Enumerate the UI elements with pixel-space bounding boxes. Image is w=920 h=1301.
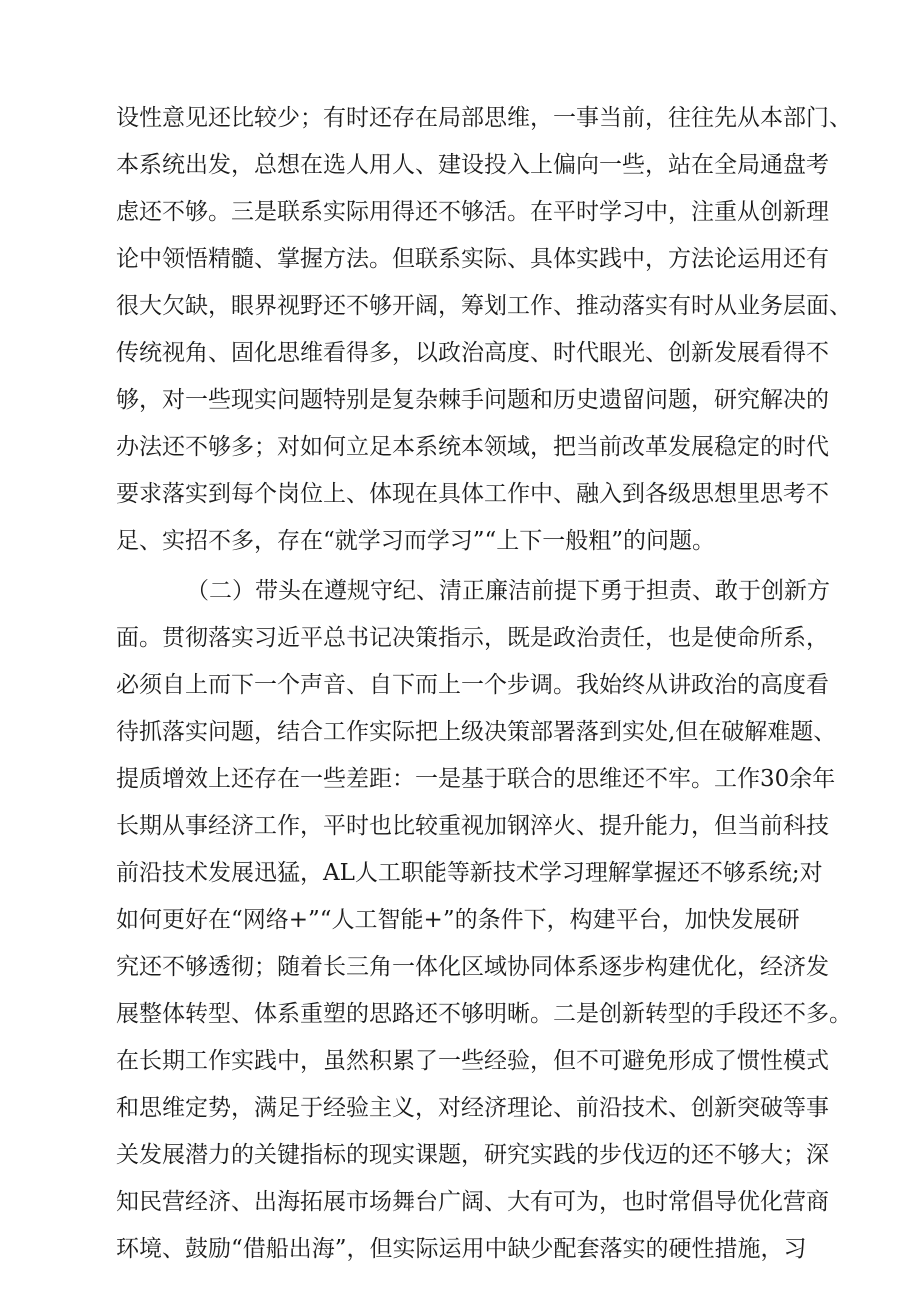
text-line-17: 前沿技术发展迅猛，AL人工职能等新技术学习理解掌握还不够系统;对	[116, 860, 823, 886]
text-line-15: 提质增效上还存在一些差距：一是基于联合的思维还不牢。工作30余年	[116, 766, 836, 792]
section-heading-line: （二）带头在遵规守纪、清正廉洁前提下勇于担责、敢于创新方	[186, 578, 830, 604]
text-line-4: 论中领悟精髓、掌握方法。但联系实际、具体实践中，方法论运用还有	[116, 246, 829, 272]
text-line-2: 本系统出发，总想在选人用人、建设投入上偏向一些，站在全局通盘考	[116, 152, 829, 178]
text-line-10: 足、实招不多，存在“就学习而学习”“上下一般粗”的问题。	[116, 528, 716, 554]
text-line-21: 在长期工作实践中，虽然积累了一些经验，但不可避免形成了惯性模式	[116, 1048, 829, 1074]
text-line-22: 和思维定势，满足于经验主义，对经济理论、前沿技术、创新突破等事	[116, 1095, 829, 1121]
text-line-19: 究还不够透彻；随着长三角一体化区域协同体系逐步构建优化，经济发	[116, 954, 829, 980]
text-line-8: 办法还不够多；对如何立足本系统本领域，把当前改革发展稳定的时代	[116, 434, 829, 460]
text-line-18: 如何更好在“网络+”“人工智能+”的条件下，构建平台，加快发展研	[116, 907, 800, 933]
text-line-3: 虑还不够。三是联系实际用得还不够活。在平时学习中，注重从创新理	[116, 199, 829, 225]
text-line-6: 传统视角、固化思维看得多，以政治高度、时代眼光、创新发展看得不	[116, 340, 829, 366]
text-line-7: 够，对一些现实问题特别是复杂棘手问题和历史遗留问题，研究解决的	[116, 387, 829, 413]
text-line-23: 关发展潜力的关键指标的现实课题，研究实践的步伐迈的还不够大；深	[116, 1142, 829, 1168]
text-line-5: 很大欠缺，眼界视野还不够开阔，筹划工作、推动落实有时从业务层面、	[116, 293, 852, 319]
text-line-14: 待抓落实问题，结合工作实际把上级决策部署落到实处,但在破解难题、	[116, 719, 837, 745]
text-line-12: 面。贯彻落实习近平总书记决策指示，既是政治责任，也是使命所系，	[116, 625, 829, 651]
text-line-1: 设性意见还比较少；有时还存在局部思维，一事当前，往往先从本部门、	[116, 105, 852, 131]
text-line-20: 展整体转型、体系重塑的思路还不够明晰。二是创新转型的手段还不多。	[116, 1001, 852, 1027]
text-line-9: 要求落实到每个岗位上、体现在具体工作中、融入到各级思想里思考不	[116, 481, 829, 507]
text-line-24: 知民营经济、出海拓展市场舞台广阔、大有可为，也时常倡导优化营商	[116, 1189, 829, 1215]
text-line-16: 长期从事经济工作，平时也比较重视加钢淬火、提升能力，但当前科技	[116, 813, 829, 839]
text-line-25: 环境、鼓励“借船出海”，但实际运用中缺少配套落实的硬性措施，习	[116, 1236, 807, 1262]
text-line-13: 必须自上而下一个声音、自下而上一个步调。我始终从讲政治的高度看	[116, 672, 829, 698]
